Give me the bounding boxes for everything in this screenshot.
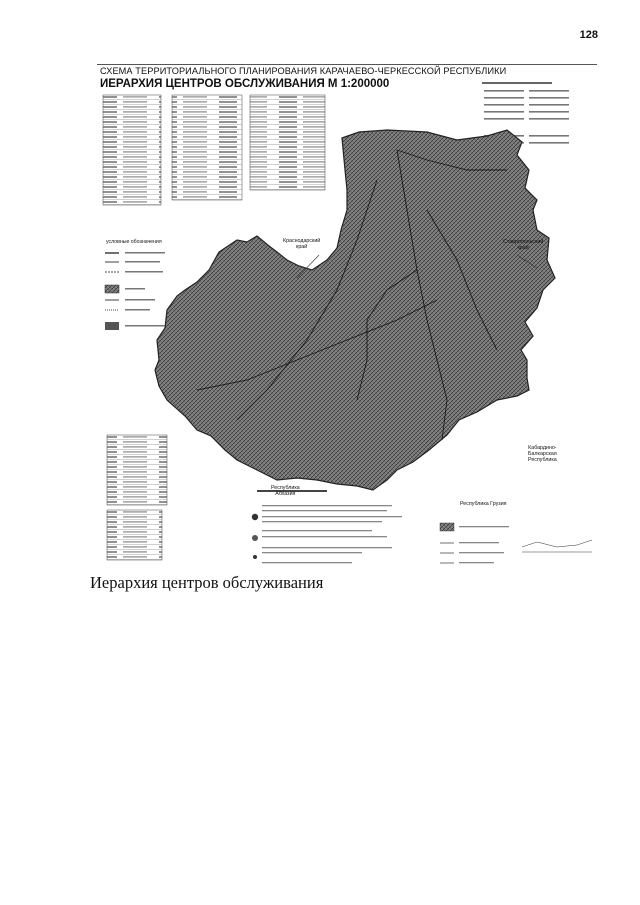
region-label-georgia: Республика Грузия [460, 501, 507, 507]
region-label-kbr: Кабардино- Балкарская Республика [528, 445, 557, 464]
region-label-stavropol: Ставропольский край [503, 239, 544, 252]
page-number: 128 [579, 29, 598, 41]
figure-caption: Иерархия центров обслуживания [90, 573, 324, 592]
region-label-krasnodar: Краснодарский край [283, 238, 321, 251]
map-image [97, 60, 597, 566]
map-title: СХЕМА ТЕРРИТОРИАЛЬНОГО ПЛАНИРОВАНИЯ КАРАЧАЕВО-ЧЕРКЕССКОЙ РЕСПУБЛИКИ [100, 66, 507, 76]
region-label-abkhazia: Республика Абхазия [271, 485, 300, 498]
legend-tables-top-left [103, 95, 325, 205]
legend-tables-left-lower [107, 435, 167, 560]
legend-bottom [252, 490, 592, 563]
legend-symbols-left [105, 252, 165, 330]
sheet-top-rule [97, 64, 597, 65]
map-sheet [97, 60, 597, 566]
legend-heading: условные обозначения [106, 239, 162, 245]
map-subtitle: ИЕРАРХИЯ ЦЕНТРОВ ОБСЛУЖИВАНИЯ М 1:200000 [100, 78, 390, 90]
